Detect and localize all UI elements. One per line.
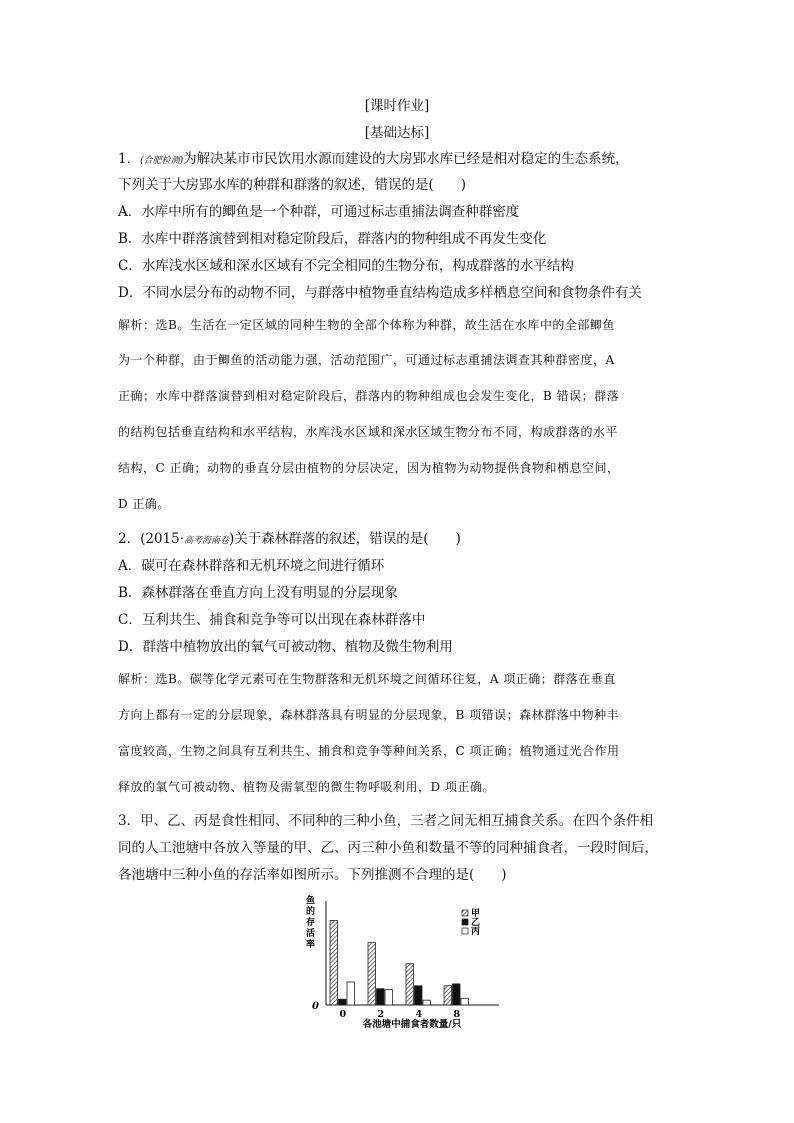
q1-analysis-line: 解析：选B。生活在一定区域的同种生物的全部个体称为种群，故生活在水库中的全部鲫鱼 xyxy=(118,318,615,332)
chart-legend xyxy=(462,908,480,937)
q1-source: (合肥检测) xyxy=(140,156,184,166)
q2-number: 2．(2015· xyxy=(118,531,185,547)
q1-option-a: A．水库中所有的鲫鱼是一个种群，可通过标志重捕法调查种群密度 xyxy=(118,204,520,220)
bar-丙-0 xyxy=(347,982,355,1005)
q2-stem xyxy=(118,530,461,550)
x-axis-label: 各池塘中捕食者数量/只 xyxy=(362,1019,462,1030)
q2-analysis-line: 释放的氧气可被动物、植物及需氧型的微生物呼吸利用，D 项正确。 xyxy=(118,780,495,794)
q2-option-b: B．森林群落在垂直方向上没有明显的分层现象 xyxy=(118,585,398,601)
x-tick-label: 2 xyxy=(377,1009,385,1020)
section-title: [基础达标] xyxy=(364,125,430,141)
x-tick-label: 8 xyxy=(453,1009,461,1020)
q1-option-c: C．水库浅水区域和深水区域有不完全相同的生物分布，构成群落的水平结构 xyxy=(118,258,574,274)
page-title: [课时作业] xyxy=(364,98,430,114)
y-axis-label: 鱼的存活率 xyxy=(306,896,316,950)
x-tick-label: 4 xyxy=(415,1009,423,1020)
q1-option-d: D．不同水层分布的动物不同，与群落中植物垂直结构造成多样栖息空间和食物条件有关 xyxy=(118,285,642,301)
q1-stem-line-2: 下列关于大房郢水库的种群和群落的叙述，错误的是( ) xyxy=(118,177,467,193)
bar-丙-8 xyxy=(461,998,469,1005)
bar-丙-2 xyxy=(385,990,393,1005)
legend-swatch-乙 xyxy=(462,919,468,925)
q2-analysis-line: 解析：选B。碳等化学元素可在生物群落和无机环境之间循环往复，A 项正确；群落在垂直 xyxy=(118,672,616,686)
bar-甲-2 xyxy=(368,943,376,1005)
q1-number: 1． xyxy=(118,151,141,167)
q1-stem-text: 为解决某市市民饮用水源而建设的大房郢水库已经是相对稳定的生态系统， xyxy=(183,151,629,167)
legend-label: 乙 xyxy=(471,918,481,928)
origin-label: 0 xyxy=(312,1001,319,1012)
q2-analysis-line: 富度较高，生物之间具有互利共生、捕食和竞争等种间关系，C 项正确；植物通过光合作用 xyxy=(118,744,620,758)
legend-label: 甲 xyxy=(471,909,481,919)
legend-swatch-甲 xyxy=(462,910,468,916)
q3-stem-line: 各池塘中三种小鱼的存活率如图所示。下列推测不合理的是( ) xyxy=(118,867,507,883)
q1-analysis-line: 的结构包括垂直结构和水平结构，水库浅水区域和深水区域生物分布不同，构成群落的水平 xyxy=(118,425,619,439)
bar-甲-8 xyxy=(444,986,452,1005)
bar-甲-0 xyxy=(330,921,338,1005)
chart-bars xyxy=(330,921,469,1005)
bar-甲-4 xyxy=(406,964,414,1005)
legend-swatch-丙 xyxy=(462,928,468,934)
bar-乙-0 xyxy=(339,999,347,1005)
q1-analysis-line: 正确；水库中群落演替到相对稳定阶段后，群落内的物种组成也会发生变化，B 错误；群落 xyxy=(118,389,620,403)
bar-乙-8 xyxy=(453,984,461,1005)
q1-analysis-line: 结构，C 正确；动物的垂直分层由植物的分层决定，因为植物为动物提供食物和栖息空间， xyxy=(118,461,620,475)
q2-option-d: D．群落中植物放出的氧气可被动物、植物及微生物利用 xyxy=(118,639,453,655)
bar-乙-4 xyxy=(415,986,423,1005)
q2-stem-text: )关于森林群落的叙述，错误的是( ) xyxy=(229,531,461,547)
q1-option-b: B．水库中群落演替到相对稳定阶段后，群落内的物种组成不再发生变化 xyxy=(118,231,547,247)
q1-analysis-line: D 正确。 xyxy=(118,497,170,511)
q3-stem-line: 3．甲、乙、丙是食性相同、不同种的三种小鱼，三者之间无相互捕食关系。在四个条件相 xyxy=(118,813,654,829)
bar-丙-4 xyxy=(423,1000,431,1005)
q2-option-c: C．互利共生、捕食和竞争等可以出现在森林群落中 xyxy=(118,612,426,628)
survival-rate-bar-chart xyxy=(294,893,554,1033)
q1-stem-line-1 xyxy=(118,150,629,170)
q2-option-a: A．碳可在森林群落和无机环境之间进行循环 xyxy=(118,558,385,574)
q2-analysis-line: 方向上都有一定的分层现象，森林群落具有明显的分层现象，B 项错误；森林群落中物种丰 xyxy=(118,708,620,722)
q3-stem-line: 同的人工池塘中各放入等量的甲、乙、丙三种小鱼和数量不等的同种捕食者，一段时间后， xyxy=(118,840,658,856)
q2-source: 高考海南卷 xyxy=(184,536,230,546)
x-tick-label: 0 xyxy=(339,1009,347,1020)
q1-analysis-line: 为一个种群，由于鲫鱼的活动能力强，活动范围广，可通过标志重捕法调查其种群密度，A xyxy=(118,353,615,367)
legend-label: 丙 xyxy=(471,927,481,937)
bar-乙-2 xyxy=(377,989,385,1005)
